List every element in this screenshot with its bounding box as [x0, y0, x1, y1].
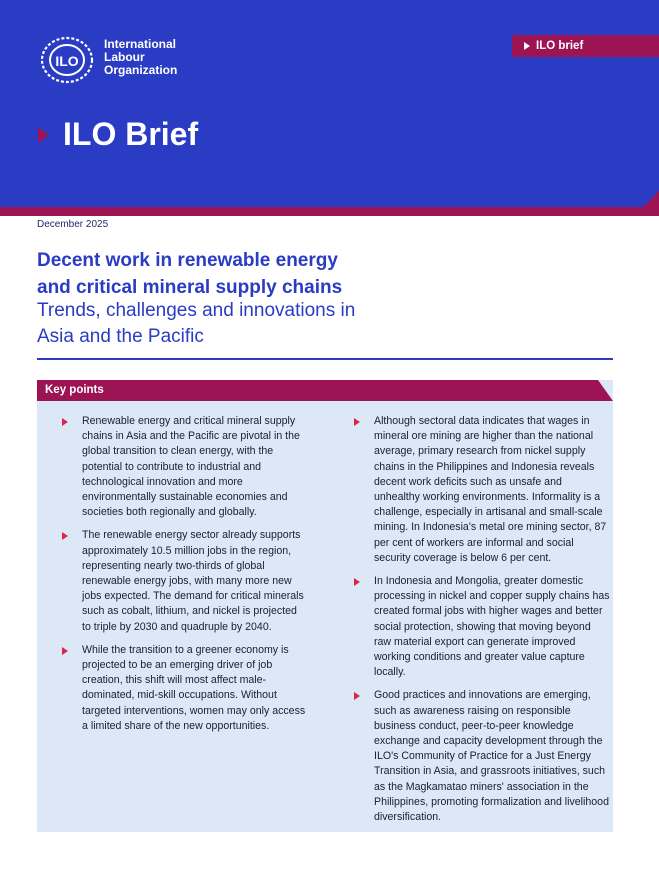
org-name-line2: Labour: [104, 50, 145, 64]
key-point-text: Good practices and innovations are emerging, such as awareness raising on responsible business conduct, peer-to-peer knowledge exchange and capacity development through the ILO's Community of Practice for a Just Energy Transition in Asia, and grassroots initiatives, such as the Magkamatao miners' association in the Philippines, promoting formalization and livelihood diversification.: [374, 689, 609, 824]
key-point-text: Renewable energy and critical mineral supply chains in Asia and the Pacific are pivotal in the global transition to clean energy, with the potential to contribute to industrial and technological innovation and more environmentally sustainable economies and societies both regionally and globally.: [82, 415, 300, 519]
subtitle-line2: Asia and the Pacific: [37, 326, 204, 347]
tag-arrow-icon: [524, 42, 530, 50]
key-point-text: The renewable energy sector already supports approximately 10.5 million jobs in the region, representing nearly two-thirds of global renewable energy jobs, with many more new jobs expected. The demand for critical minerals such as cobalt, lithium, and nickel is projected to triple by 2030 and quadruple by 2040.: [82, 529, 304, 633]
key-point: [352, 414, 610, 566]
bullet-arrow-icon: [62, 647, 68, 655]
document-title: [37, 247, 597, 301]
key-points-right-column: [352, 414, 610, 833]
key-point: [60, 414, 308, 520]
key-point: [352, 688, 610, 825]
document-subtitle: [37, 298, 597, 350]
subtitle-line1: Trends, challenges and innovations in: [37, 300, 356, 321]
title-divider: [37, 358, 613, 360]
key-points-heading-corner: [598, 380, 613, 401]
org-name: [104, 38, 177, 77]
ilo-brief-tag: [512, 35, 659, 57]
bullet-arrow-icon: [62, 532, 68, 540]
bullet-arrow-icon: [62, 418, 68, 426]
key-point: [60, 643, 308, 734]
title-line1: Decent work in renewable energy: [37, 250, 338, 271]
brief-title: [38, 116, 198, 153]
key-point-text: While the transition to a greener economy is projected to be an emerging driver of job creation, this shift will most affect male-dominated, mid-skill occupations. Without targeted interventions, women may only access a limited share of the new opportunities.: [82, 643, 306, 732]
brief-title-text: ILO Brief: [63, 116, 199, 152]
org-name-line1: International: [104, 37, 177, 51]
ilo-emblem-icon: [39, 36, 95, 84]
header-banner: [0, 0, 659, 209]
header-accent-corner: [641, 191, 659, 209]
key-point-text: Although sectoral data indicates that wages in mineral ore mining are higher than the national average, primary research from nickel supply chains in the Philippines and Indonesia reveals decent work deficits such as unsafe and unhealthy working environments. Informality is a challenge, especially in artisanal and small-scale mining. In Indonesia's metal ore mining sector, 87 per cent of workers are informal and social security coverage is below 6 per cent.: [374, 415, 607, 564]
key-point: [352, 574, 610, 680]
bullet-arrow-icon: [354, 418, 360, 426]
key-points-left-column: [60, 414, 308, 742]
key-points-heading: Key points: [37, 380, 598, 401]
bullet-arrow-icon: [354, 578, 360, 586]
logo-monogram: ILO: [55, 53, 79, 69]
title-arrow-icon: [38, 127, 49, 143]
publication-date: December 2025: [37, 219, 109, 230]
tag-label: ILO brief: [536, 40, 584, 52]
key-point-text: In Indonesia and Mongolia, greater domestic processing in nickel and copper supply chains has created formal jobs with higher wages and better social protection, showing that moving beyond raw material export can generate improved working conditions and greater value capture locally.: [374, 575, 610, 679]
org-name-line3: Organization: [104, 63, 178, 77]
key-point: [60, 528, 308, 634]
title-line2: and critical mineral supply chains: [37, 277, 343, 298]
header-accent-stripe: [0, 207, 659, 216]
bullet-arrow-icon: [354, 692, 360, 700]
